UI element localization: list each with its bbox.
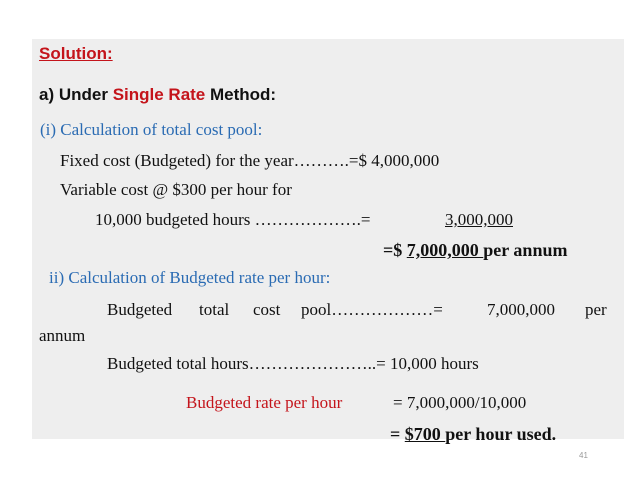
part-a-highlight: Single Rate — [112, 85, 206, 104]
variable-cost-text: 10,000 budgeted hours ……………….= — [95, 210, 371, 229]
total-suffix: per annum — [483, 240, 568, 260]
page-number: 41 — [579, 451, 588, 460]
part-a-suffix: Method: — [205, 85, 277, 104]
total-prefix: =$ — [383, 240, 407, 260]
total-value: 7,000,000 — [406, 240, 484, 260]
result-prefix: = — [390, 424, 405, 444]
pool-line-word-1: Budgeted — [107, 300, 173, 319]
fixed-cost-line: Fixed cost (Budgeted) for the year……….=$ 4,000,000 — [60, 151, 440, 170]
total-cost-pool-line — [383, 240, 567, 261]
variable-cost-value: 3,000,000 — [445, 210, 513, 229]
result-value: $700 — [404, 424, 446, 444]
rate-label: Budgeted rate per hour — [186, 393, 343, 412]
part-a-prefix: a) Under — [39, 85, 113, 104]
pool-line-wrap: annum — [39, 326, 86, 345]
section-ii-title: ii) Calculation of Budgeted rate per hour: — [49, 268, 331, 287]
pool-line-word-5: 7,000,000 — [487, 300, 555, 319]
rate-calculation: = 7,000,000/10,000 — [393, 393, 527, 412]
pool-line-word-4: pool………………= — [301, 300, 443, 319]
result-line — [390, 424, 556, 445]
part-a-heading — [39, 85, 276, 105]
pool-line-word-3: cost — [253, 300, 281, 319]
pool-line-word-2: total — [199, 300, 230, 319]
budgeted-hours-line: Budgeted total hours…………………..= 10,000 hours — [107, 354, 479, 373]
pool-line-word-6: per — [585, 300, 607, 319]
solution-heading: Solution: — [39, 44, 113, 63]
variable-cost-line-1: Variable cost @ $300 per hour for — [60, 180, 292, 199]
section-i-title: (i) Calculation of total cost pool: — [40, 120, 263, 139]
variable-cost-line-2 — [95, 210, 370, 230]
result-suffix: per hour used. — [445, 424, 557, 444]
